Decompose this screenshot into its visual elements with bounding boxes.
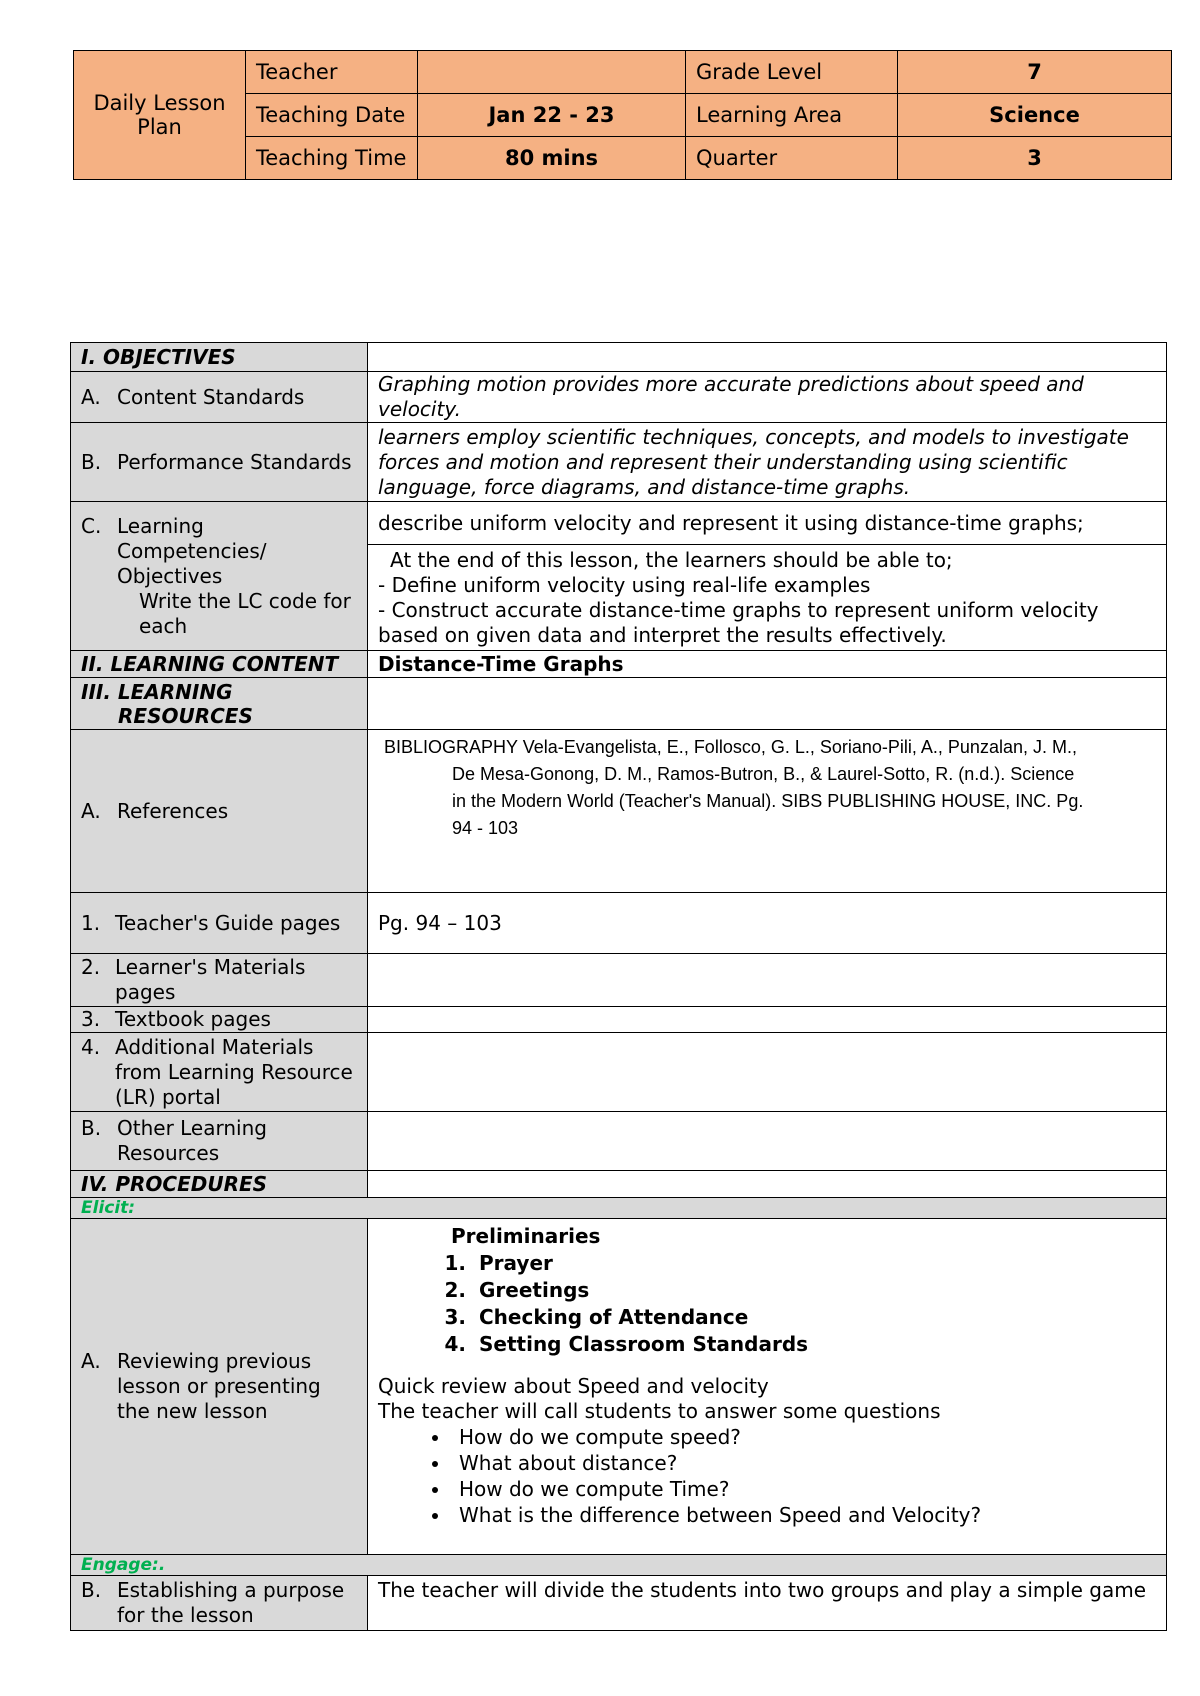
review-questions-list <box>378 1424 1156 1528</box>
additional-materials-label-cell <box>71 1033 368 1112</box>
objective-2: - Construct accurate distance-time graphs to represent uniform velocity based on given data and interpret the results effectively. <box>378 597 1099 647</box>
content-standards-letter: A. <box>81 384 101 409</box>
learners-materials-num: 2. <box>81 955 101 979</box>
competencies-letter: C. <box>81 513 102 538</box>
teaching-time-value: 80 mins <box>418 137 686 180</box>
additional-materials-label: Additional Materials from Learning Resource (LR) portal <box>115 1034 353 1109</box>
bibliography-line4: 94 - 103 <box>452 818 519 838</box>
reviewing-content-cell <box>368 1219 1167 1555</box>
procedures-heading: IV. PROCEDURES <box>71 1171 368 1198</box>
teacher-label: Teacher <box>246 51 418 94</box>
objectives-list-cell <box>368 545 1167 651</box>
teaching-date-label: Teaching Date <box>246 94 418 137</box>
quarter-label: Quarter <box>686 137 898 180</box>
performance-standards-label: Performance Standards <box>117 449 352 474</box>
grade-level-label: Grade Level <box>686 51 898 94</box>
purpose-label-cell <box>71 1576 368 1631</box>
learning-area-label: Learning Area <box>686 94 898 137</box>
preliminaries-title: Preliminaries <box>451 1224 601 1248</box>
reviewing-letter: A. <box>81 1349 101 1373</box>
teaching-date-value: Jan 22 - 23 <box>418 94 686 137</box>
content-standards-label-cell <box>71 372 368 423</box>
reviewing-label-cell <box>71 1219 368 1555</box>
header-table <box>73 50 1172 180</box>
teacher-value <box>418 51 686 94</box>
references-label: References <box>117 798 229 823</box>
purpose-letter: B. <box>81 1578 102 1602</box>
preliminary-item: 2. Greetings <box>473 1277 1156 1304</box>
teachers-guide-num: 1. <box>81 910 101 935</box>
lesson-plan-table <box>70 342 1167 1631</box>
quarter-value: 3 <box>898 137 1172 180</box>
resources-heading-line2: RESOURCES <box>118 703 253 728</box>
performance-standards-value: learners employ scientific techniques, concepts, and models to investigate forces and motion and represent their understanding using scientific language, force diagrams, and distance-time graphs. <box>368 423 1167 502</box>
content-standards-value: Graphing motion provides more accurate predictions about speed and velocity. <box>368 372 1167 423</box>
textbook-num: 3. <box>81 1007 101 1031</box>
bibliography-line2: De Mesa-Gonong, D. M., Ramos-Butron, B., & Laurel-Sotto, R. (n.d.). Science <box>452 764 1075 784</box>
bibliography-cell <box>368 730 1167 893</box>
competencies-label-cell <box>71 502 368 651</box>
competency-value: describe uniform velocity and represent it using distance-time graphs; <box>368 502 1167 545</box>
learning-content-heading: II. LEARNING CONTENT <box>71 651 368 678</box>
review-question: • What about distance? <box>451 1450 1156 1476</box>
grade-level-value: 7 <box>898 51 1172 94</box>
procedures-heading-blank <box>368 1171 1167 1198</box>
bibliography-line3: in the Modern World (Teacher's Manual). SIBS PUBLISHING HOUSE, INC. Pg. <box>452 791 1084 811</box>
textbook-value <box>368 1007 1167 1033</box>
learning-area-value: Science <box>898 94 1172 137</box>
learners-materials-label: Learner's Materials pages <box>115 955 306 1004</box>
references-label-cell <box>71 730 368 893</box>
additional-materials-value <box>368 1033 1167 1112</box>
preliminary-item: 3. Checking of Attendance <box>473 1304 1156 1331</box>
objectives-heading: I. OBJECTIVES <box>71 343 368 372</box>
objective-1: - Define uniform velocity using real-life examples <box>378 572 871 597</box>
additional-materials-num: 4. <box>81 1034 101 1059</box>
preliminaries-list <box>378 1250 1156 1358</box>
textbook-label-cell <box>71 1007 368 1033</box>
reviewing-label: Reviewing previous lesson or presenting the new lesson <box>117 1349 321 1423</box>
competencies-label: Learning Competencies/ Objectives <box>117 513 267 588</box>
plan-title: Daily Lesson Plan <box>74 51 246 180</box>
bibliography-line1: BIBLIOGRAPHY Vela-Evangelista, E., Follosco, G. L., Soriano-Pili, A., Punzalan, J. M., <box>384 737 1077 757</box>
learners-materials-value <box>368 954 1167 1007</box>
teachers-guide-label-cell <box>71 893 368 954</box>
other-resources-label: Other Learning Resources <box>117 1116 267 1165</box>
purpose-value: The teacher will divide the students into two groups and play a simple game <box>368 1576 1167 1631</box>
other-resources-label-cell <box>71 1112 368 1171</box>
review-question: • How do we compute Time? <box>451 1476 1156 1502</box>
review-intro-1: Quick review about Speed and velocity <box>378 1374 769 1398</box>
resources-heading-blank <box>368 678 1167 730</box>
purpose-label: Establishing a purpose for the lesson <box>117 1578 345 1627</box>
elicit-label: Elicit: <box>71 1198 1167 1219</box>
engage-label: Engage:. <box>71 1555 1167 1576</box>
objectives-intro: At the end of this lesson, the learners should be able to; <box>390 547 953 572</box>
review-intro-2: The teacher will call students to answer some questions <box>378 1399 941 1423</box>
teachers-guide-label: Teacher's Guide pages <box>115 910 341 935</box>
preliminary-item: 1. Prayer <box>473 1250 1156 1277</box>
other-resources-letter: B. <box>81 1116 102 1140</box>
references-letter: A. <box>81 798 101 823</box>
textbook-label: Textbook pages <box>115 1007 271 1031</box>
preliminary-item: 4. Setting Classroom Standards <box>473 1331 1156 1358</box>
objectives-heading-blank <box>368 343 1167 372</box>
review-question: • What is the difference between Speed and Velocity? <box>451 1502 1156 1528</box>
learners-materials-label-cell <box>71 954 368 1007</box>
content-standards-label: Content Standards <box>117 384 305 409</box>
resources-heading-line1: III. LEARNING <box>81 679 233 704</box>
other-resources-value <box>368 1112 1167 1171</box>
learning-content-value: Distance-Time Graphs <box>368 651 1167 678</box>
performance-standards-letter: B. <box>81 449 102 474</box>
competencies-sublabel: Write the LC code for each <box>139 588 351 638</box>
teachers-guide-value: Pg. 94 – 103 <box>368 893 1167 954</box>
teaching-time-label: Teaching Time <box>246 137 418 180</box>
performance-standards-label-cell <box>71 423 368 502</box>
resources-heading-cell <box>71 678 368 730</box>
review-question: • How do we compute speed? <box>451 1424 1156 1450</box>
